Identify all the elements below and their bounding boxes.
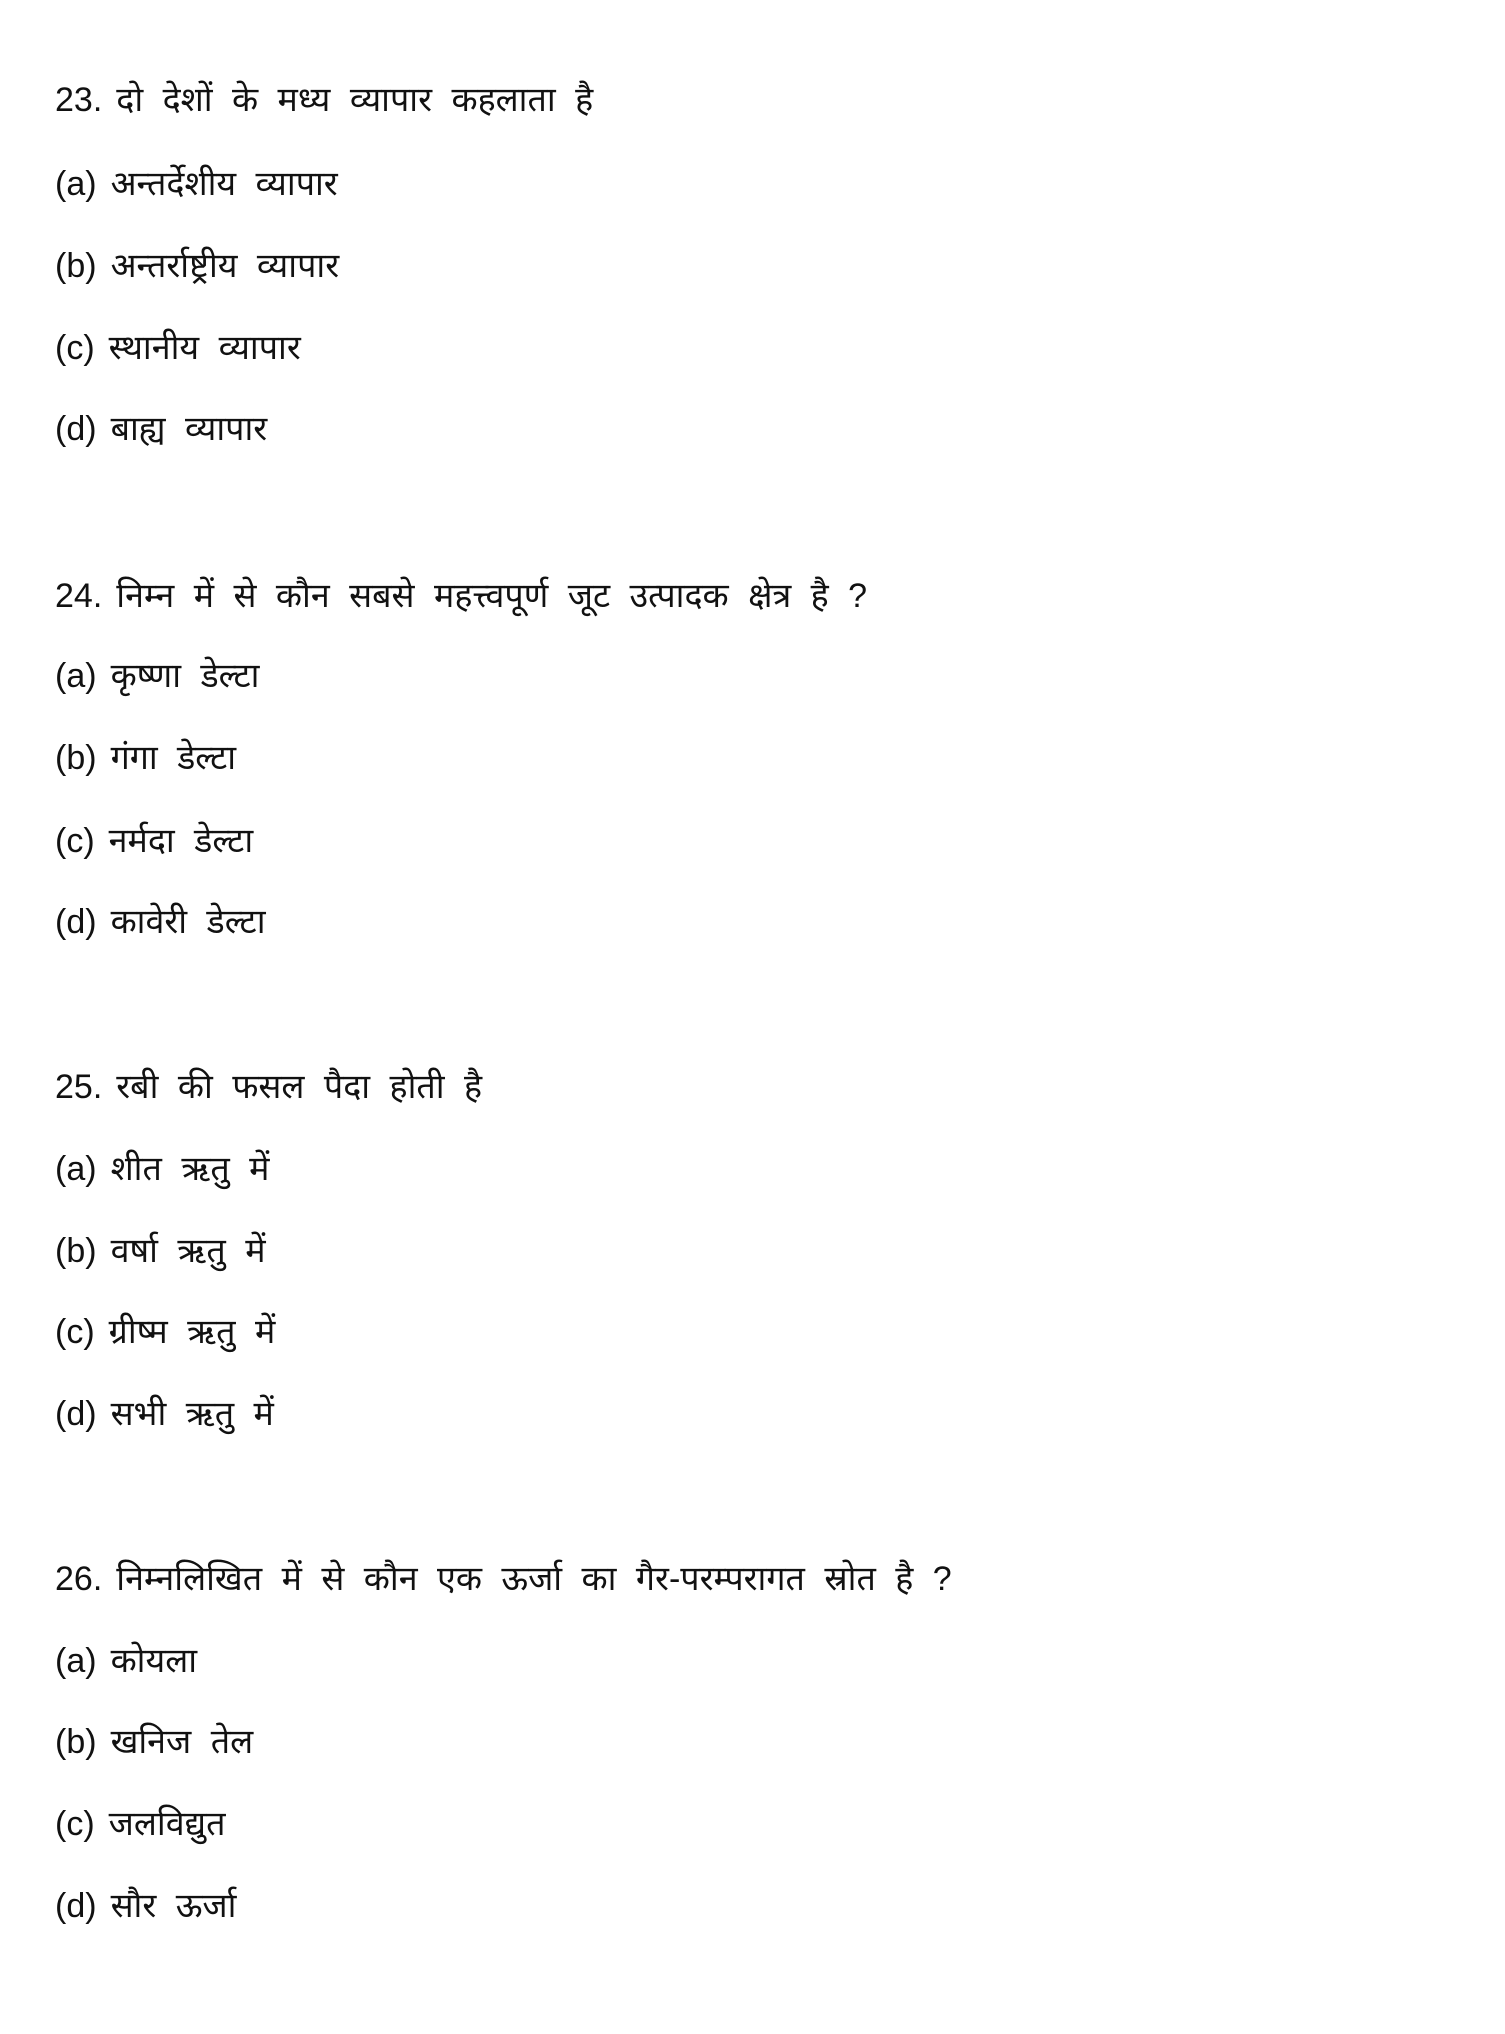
option-25-d bbox=[55, 1386, 274, 1442]
question-text: दो देशों के मध्य व्यापार कहलाता है bbox=[116, 81, 594, 119]
question-text: निम्नलिखित में से कौन एक ऊर्जा का गैर-परम्परागत स्रोत है ? bbox=[116, 1560, 952, 1598]
option-label: (a) bbox=[55, 1642, 97, 1680]
option-label: (b) bbox=[55, 1723, 97, 1761]
question-number: 25. bbox=[55, 1068, 103, 1106]
option-label: (d) bbox=[55, 903, 97, 941]
option-text: खनिज तेल bbox=[110, 1723, 254, 1761]
option-label: (a) bbox=[55, 657, 97, 695]
option-label: (c) bbox=[55, 329, 95, 367]
option-24-a bbox=[55, 648, 259, 704]
question-25 bbox=[55, 1059, 482, 1115]
option-label: (b) bbox=[55, 739, 97, 777]
option-24-b bbox=[55, 730, 236, 786]
option-25-c bbox=[55, 1304, 275, 1360]
option-26-a bbox=[55, 1633, 197, 1689]
question-23 bbox=[55, 72, 593, 128]
option-24-c bbox=[55, 813, 253, 869]
question-26 bbox=[55, 1551, 952, 1607]
option-text: जलविद्युत bbox=[108, 1805, 226, 1843]
question-24 bbox=[55, 568, 867, 624]
option-text: अन्तर्राष्ट्रीय व्यापार bbox=[110, 247, 340, 285]
option-label: (c) bbox=[55, 1313, 95, 1351]
question-text: निम्न में से कौन सबसे महत्त्वपूर्ण जूट उत्पादक क्षेत्र है ? bbox=[116, 577, 868, 615]
option-label: (d) bbox=[55, 410, 97, 448]
option-text: कृष्णा डेल्टा bbox=[110, 657, 260, 695]
option-text: ग्रीष्म ऋतु में bbox=[108, 1313, 276, 1351]
option-text: वर्षा ऋतु में bbox=[110, 1232, 266, 1270]
option-label: (a) bbox=[55, 165, 97, 203]
option-text: सभी ऋतु में bbox=[110, 1395, 274, 1433]
option-26-d bbox=[55, 1878, 236, 1934]
question-number: 23. bbox=[55, 81, 103, 119]
question-number: 26. bbox=[55, 1560, 103, 1598]
option-25-b bbox=[55, 1223, 266, 1279]
option-24-d bbox=[55, 894, 266, 950]
option-label: (c) bbox=[55, 1805, 95, 1843]
option-23-d bbox=[55, 401, 267, 457]
option-label: (d) bbox=[55, 1887, 97, 1925]
option-text: नर्मदा डेल्टा bbox=[108, 822, 254, 860]
option-label: (d) bbox=[55, 1395, 97, 1433]
option-text: शीत ऋतु में bbox=[110, 1150, 270, 1188]
option-23-c bbox=[55, 320, 301, 376]
question-number: 24. bbox=[55, 577, 103, 615]
option-26-c bbox=[55, 1796, 225, 1852]
option-text: सौर ऊर्जा bbox=[110, 1887, 237, 1925]
option-label: (b) bbox=[55, 247, 97, 285]
option-25-a bbox=[55, 1141, 269, 1197]
option-label: (b) bbox=[55, 1232, 97, 1270]
option-text: बाह्य व्यापार bbox=[110, 410, 268, 448]
option-text: स्थानीय व्यापार bbox=[108, 329, 301, 367]
option-26-b bbox=[55, 1714, 253, 1770]
option-label: (c) bbox=[55, 822, 95, 860]
option-text: कोयला bbox=[110, 1642, 198, 1680]
option-label: (a) bbox=[55, 1150, 97, 1188]
option-23-a bbox=[55, 156, 338, 212]
option-text: कावेरी डेल्टा bbox=[110, 903, 266, 941]
question-text: रबी की फसल पैदा होती है bbox=[116, 1068, 483, 1106]
option-text: अन्तर्देशीय व्यापार bbox=[110, 165, 338, 203]
option-23-b bbox=[55, 238, 339, 294]
option-text: गंगा डेल्टा bbox=[110, 739, 237, 777]
